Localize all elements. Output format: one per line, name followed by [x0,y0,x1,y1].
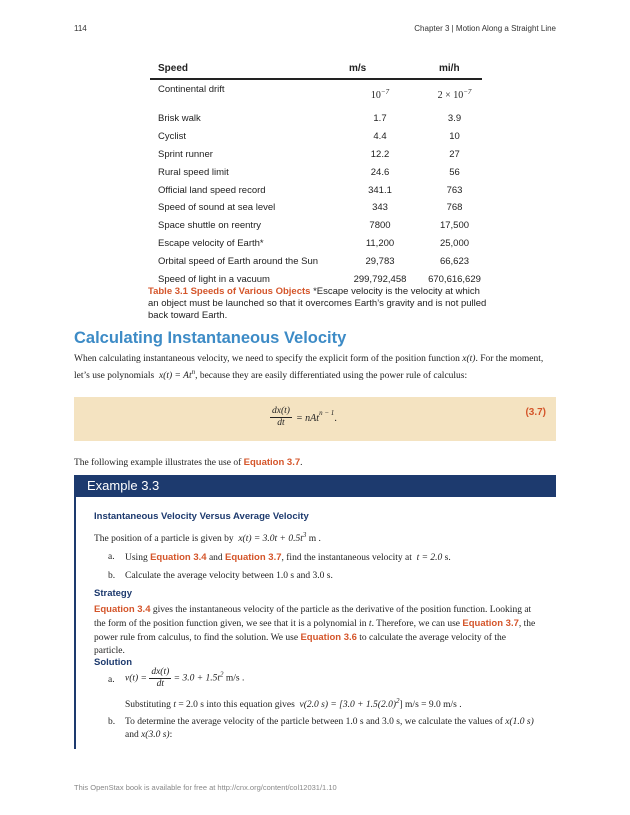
caption-text: *Escape velocity is the velocity at which an object must be launched so that it overcomes Earth’s gravity and is not pulled back toward Earth. [148,286,487,321]
row-ms: 29,783 [365,255,395,267]
row-label: Speed of light in a vacuum [158,273,270,285]
row-label: Speed of sound at sea level [158,202,276,214]
solution-b [125,716,545,742]
row-mih: 768 [446,202,463,214]
follow-lead: The following example illustrates the use of [74,458,244,468]
intro-text-3: , because they are easily differentiated using the power rule of calculus: [195,371,468,382]
example-header [74,475,556,497]
row-ms: 11,200 [365,237,395,249]
sub-math: v(2.0 s) = [3.0 + 1.5(2.0) [299,700,396,711]
row-ms: 4.4 [373,131,387,143]
problem-text: The position of a particle is given by [94,534,236,545]
row-label: Escape velocity of Earth* [158,237,264,249]
sub-end: ] m/s = 9.0 m/s . [399,700,462,711]
sol-a-unit: m/s . [223,673,245,684]
section-title: Calculating Instantaneous Velocity [74,329,347,347]
table-row [150,235,482,253]
row-ms: 7800 [369,220,391,232]
speeds-table [150,60,482,288]
follow-end: . [300,458,303,468]
footer-note: This OpenStax book is available for free at http://cnx.org/content/col12031/1.10 [74,783,337,792]
equation-fraction [270,406,292,429]
item-b: Calculate the average velocity between 1.0 s and 3.0 s. [125,571,333,581]
col-header-ms: m/s [333,60,427,79]
eq-numerator: dx(t) [272,406,290,416]
equation-link[interactable]: Equation 3.7 [243,457,301,468]
row-label: Brisk walk [158,113,201,125]
strategy-t3: , the power rule from calculus, to find the solution. We use [94,619,536,643]
col-header-speed: Speed [150,60,333,79]
intro-fn: x(t) [462,354,476,364]
ms-base: 10 [370,90,381,102]
row-label: Orbital speed of Earth around the Sun [158,255,319,267]
sol-a-den: dt [156,679,164,689]
solution-a-substitution [125,695,462,712]
example-side-rule [74,497,76,749]
row-mih: 25,000 [439,237,470,249]
table-row [150,146,482,164]
table-row [150,110,482,128]
row-ms: 341.1 [368,184,392,196]
row-mih: 3.9 [447,113,462,125]
table-row [150,79,482,110]
table-header-row [150,60,482,79]
row-mih: 670,616,629 [428,273,481,285]
ms-exp: −7 [380,88,390,97]
intro-text-1: When calculating instantaneous velocity, we need to specify the explicit form of the position function [74,354,463,364]
eq-denominator: dt [277,418,285,428]
table-row [150,199,482,217]
sub-exp: 2 [396,697,400,705]
row-mih: 56 [449,166,460,178]
item-a-math: t = 2.0 [416,553,443,563]
sol-b-m1: x(1.0 s) [505,717,534,727]
row-label: Continental drift [158,84,225,95]
table-row [150,163,482,181]
equation-3-4-link[interactable]: Equation 3.4 [150,552,207,563]
table-row [150,217,482,235]
solution-a-marker: a. [108,675,115,685]
strategy-label: Strategy [94,588,133,599]
page-number: 114 [74,24,87,33]
example-subtitle: Instantaneous Velocity Versus Average Velocity [94,511,309,522]
follow-text [74,456,303,470]
problem-unit: m . [306,534,321,545]
strategy-var: t [368,619,372,629]
col-header-mih: mi/h [427,60,482,79]
sol-b-m2: x(3.0 s) [141,730,170,740]
item-a-pre: Using [125,553,151,563]
problem-exp: 3 [302,531,307,539]
item-a-mid: and [206,553,226,563]
strategy-t4: to calculate the average velocity of the particle. [94,633,506,656]
row-label: Space shuttle on reentry [158,220,261,232]
strategy-t1: gives the instantaneous velocity of the particle as the derivative of the position function. Looking at the form of the position function given, we see that it is a polynomial in [94,605,532,629]
row-mih: 27 [449,148,460,160]
strategy-t2: . Therefore, we can use [371,619,463,629]
equation-3-7-link[interactable]: Equation 3.7 [225,552,282,563]
item-a-unit: s. [442,553,451,563]
item-a-post: , find the instantaneous velocity at [281,553,415,563]
row-label: Sprint runner [158,148,213,160]
table-row [150,181,482,199]
item-a-marker: a. [108,552,115,562]
strategy-link-3-7[interactable]: Equation 3.7 [462,618,519,629]
sol-b-text: To determine the average velocity of the particle between 1.0 s and 3.0 s, we calculate the values of [125,717,506,727]
mih-coef: 2 × 10 [437,90,464,102]
table-caption [148,286,488,322]
row-ms: 12.2 [370,148,390,160]
intro-math: x(t) = At [158,371,192,382]
row-label: Official land speed record [158,184,266,196]
sub-mid: = 2.0 s into this equation gives [175,700,298,711]
strategy-link-3-6[interactable]: Equation 3.6 [300,632,357,643]
sol-a-lhs: v(t) = [125,673,147,684]
item-b-marker: b. [108,571,116,581]
row-mih: 10 [449,131,460,143]
sol-a-rhs: = 3.0 + 1.5t [173,673,220,684]
row-ms: 299,792,458 [353,273,407,285]
row-label: Rural speed limit [158,166,229,178]
row-mih: 763 [446,184,463,196]
equation [270,406,337,429]
row-label: Cyclist [158,131,186,143]
sol-a-num: dx(t) [151,667,170,677]
row-ms: 24.6 [370,166,390,178]
strategy-link-3-4[interactable]: Equation 3.4 [94,604,151,615]
solution-a-equation [125,667,244,690]
solution-b-marker: b. [108,717,116,727]
intro-math-exp: n [191,368,196,376]
solution-label: Solution [94,657,132,668]
row-ms: 1.7 [373,113,387,125]
problem-math: x(t) = 3.0t + 0.5t [238,534,303,545]
equation-box [74,397,556,441]
row-mih [427,79,482,110]
mih-exp: −7 [463,88,472,97]
item-a [125,551,555,565]
sol-a-exp: 2 [220,670,224,679]
sub-var: t [173,700,176,711]
intro-text-2: . For the moment, let’s use polynomials [74,354,544,382]
example-title: Example 3.3 [87,478,160,493]
example-problem [94,529,321,546]
row-ms: 343 [372,202,388,214]
strategy-text [94,603,538,658]
running-header: Chapter 3 | Motion Along a Straight Line [414,24,556,33]
section-intro [74,353,558,383]
sub-pre: Substituting [125,700,174,711]
sol-a-fraction [149,667,171,690]
table-row [150,252,482,270]
sol-b-and: and [125,730,142,740]
row-mih: 17,500 [439,220,470,232]
table-row [150,128,482,146]
eq-rhs-exp: n − 1 [319,408,335,417]
eq-rhs: = nAt [295,413,320,425]
row-mih: 66,623 [439,255,470,267]
caption-label: Table 3.1 Speeds of Various Objects [148,286,311,297]
row-ms [333,79,427,110]
equation-number: (3.7) [525,407,546,418]
sol-b-end: : [169,730,173,740]
eq-end: . [334,413,337,425]
